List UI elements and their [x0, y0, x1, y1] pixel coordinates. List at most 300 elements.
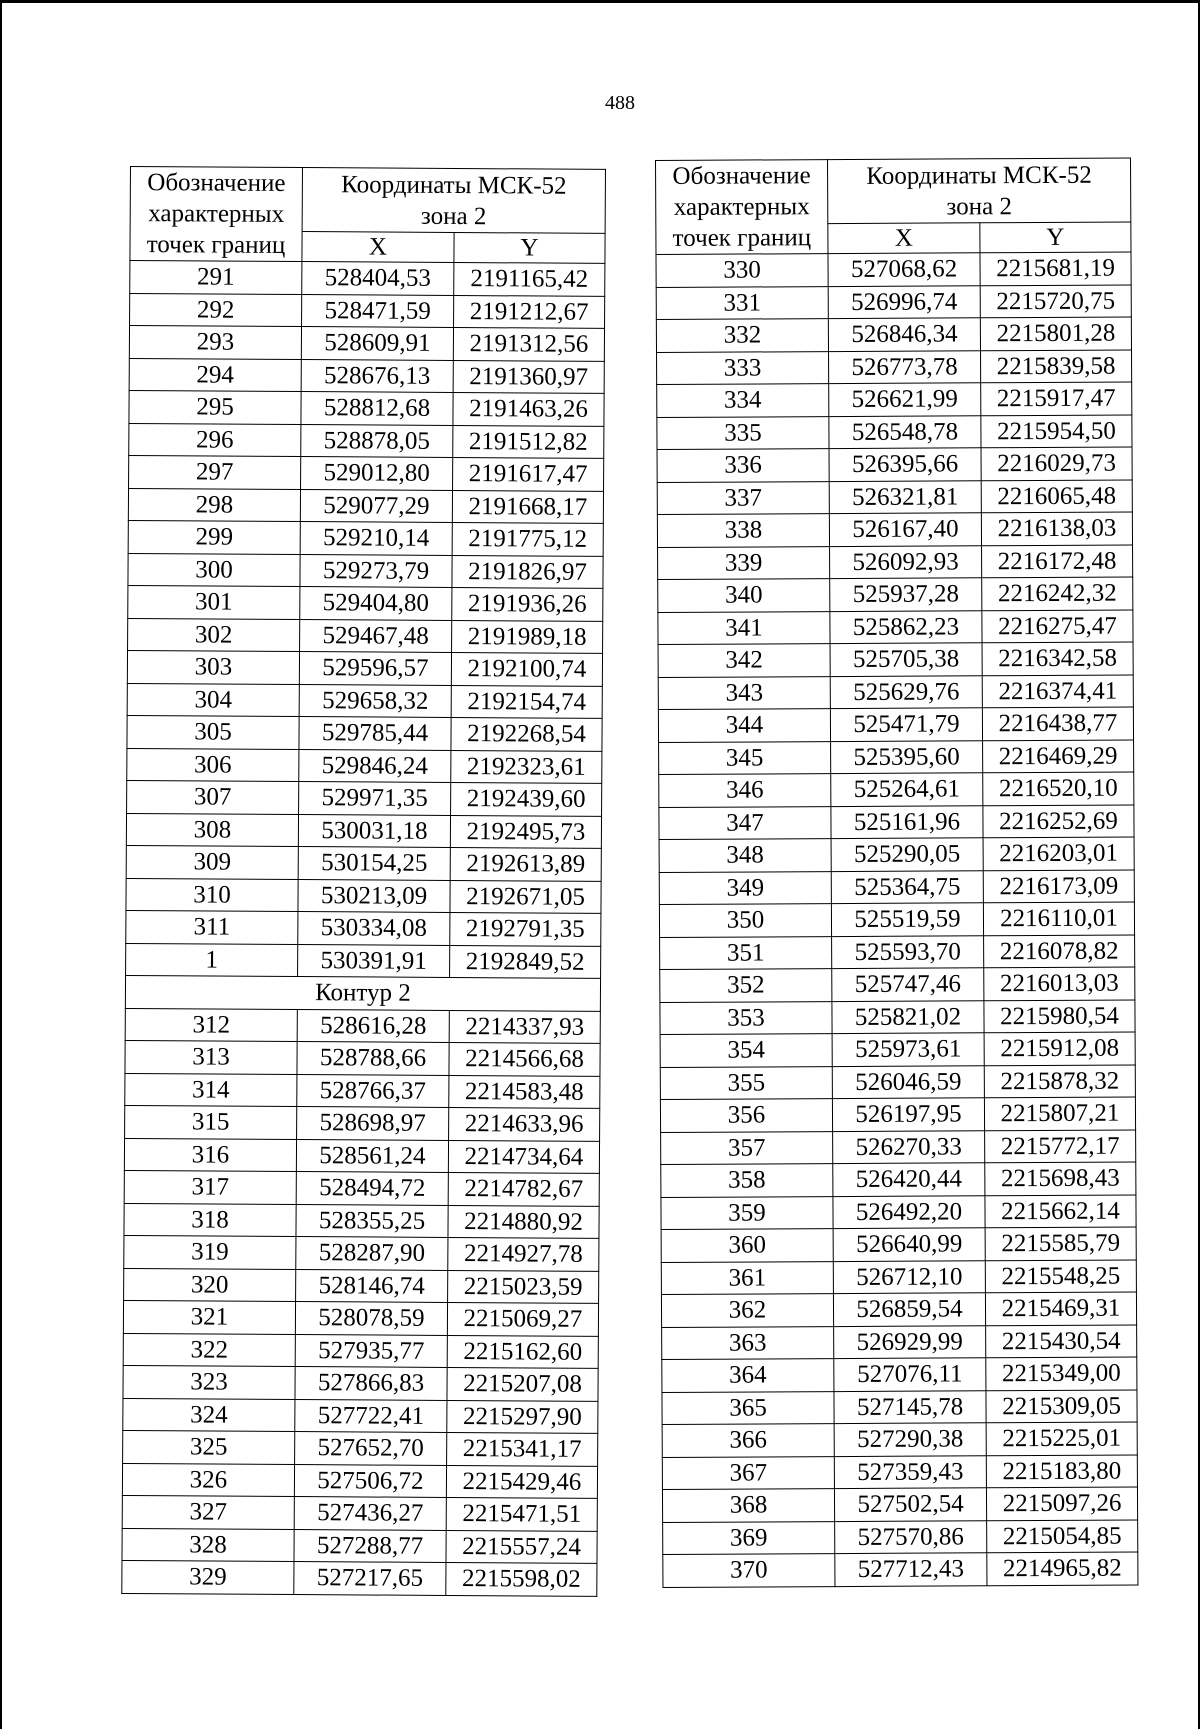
- x-cell: 530391,91: [298, 944, 450, 977]
- point-cell: 358: [661, 1164, 833, 1197]
- y-cell: 2216078,82: [984, 934, 1135, 967]
- y-cell: 2214965,82: [987, 1552, 1138, 1585]
- x-cell: 527652,70: [295, 1432, 447, 1465]
- table-row: [659, 805, 1134, 840]
- table-row: [657, 350, 1132, 385]
- x-cell: 527935,77: [295, 1334, 447, 1367]
- coordinates-table-left: [121, 166, 606, 1596]
- table-row: [659, 740, 1134, 775]
- point-cell: 339: [658, 546, 830, 579]
- y-cell: 2216203,01: [983, 837, 1134, 870]
- point-cell: 325: [123, 1430, 295, 1464]
- point-cell: 291: [130, 261, 302, 295]
- point-cell: 355: [660, 1066, 832, 1099]
- point-cell: 315: [125, 1105, 297, 1139]
- x-cell: 526420,44: [833, 1163, 985, 1196]
- header-point-line: характерных: [673, 193, 810, 221]
- x-cell: 529077,29: [300, 489, 452, 522]
- table-row: [660, 934, 1135, 969]
- point-cell: 343: [658, 676, 830, 709]
- x-cell: 525862,23: [830, 610, 982, 643]
- point-cell: 327: [122, 1495, 294, 1529]
- point-cell: 326: [122, 1463, 294, 1497]
- header-coords-line: зона 2: [420, 202, 487, 230]
- header-y: Y: [454, 232, 605, 263]
- table-row: [122, 1463, 597, 1498]
- x-cell: 528355,25: [296, 1204, 448, 1237]
- point-cell: 369: [663, 1521, 835, 1554]
- table-row: [658, 577, 1133, 612]
- table-row: [128, 585, 603, 620]
- x-cell: 529210,14: [300, 522, 452, 555]
- point-cell: 332: [656, 319, 828, 352]
- x-cell: 526492,20: [833, 1195, 985, 1228]
- point-cell: 338: [657, 514, 829, 547]
- table-row: [662, 1422, 1137, 1457]
- table-row: [129, 358, 604, 393]
- x-cell: 527359,43: [834, 1455, 986, 1488]
- table-row: [658, 707, 1133, 742]
- y-cell: 2214583,48: [449, 1075, 600, 1108]
- x-cell: 527722,41: [295, 1399, 447, 1432]
- point-cell: 322: [123, 1333, 295, 1367]
- table-row: [125, 1040, 600, 1075]
- point-cell: 324: [123, 1398, 295, 1432]
- table-row: [661, 1194, 1136, 1229]
- header-coordinates: [302, 168, 605, 234]
- x-cell: 525519,59: [831, 903, 983, 936]
- y-cell: 2215469,31: [985, 1292, 1136, 1325]
- table-row: [129, 455, 604, 490]
- table-row: [660, 967, 1135, 1002]
- y-cell: 2216172,48: [982, 545, 1133, 578]
- y-cell: 2191989,18: [452, 620, 603, 653]
- table-row: [660, 1032, 1135, 1067]
- table-row: [662, 1389, 1137, 1424]
- table-row: [126, 910, 601, 945]
- point-cell: 353: [660, 1001, 832, 1034]
- table-row: [660, 1064, 1135, 1099]
- y-cell: 2191212,67: [454, 295, 605, 328]
- table-row: [126, 943, 601, 978]
- x-cell: 528676,13: [301, 359, 453, 392]
- table-row: [657, 447, 1132, 482]
- point-cell: 342: [658, 644, 830, 677]
- x-cell: 525937,28: [830, 578, 982, 611]
- point-cell: 336: [657, 449, 829, 482]
- x-cell: 525471,79: [830, 708, 982, 741]
- table-row: [661, 1292, 1136, 1327]
- y-cell: 2216242,32: [982, 577, 1133, 610]
- y-cell: 2215772,17: [985, 1129, 1136, 1162]
- table-row: [125, 1008, 600, 1043]
- x-cell: 527866,83: [295, 1367, 447, 1400]
- table-row: [660, 1097, 1135, 1132]
- point-cell: 307: [127, 780, 299, 814]
- point-cell: 297: [129, 455, 301, 489]
- x-cell: 528404,53: [302, 262, 454, 295]
- x-cell: 528078,59: [295, 1302, 447, 1335]
- y-cell: 2192154,74: [451, 685, 602, 718]
- table-row: [129, 423, 604, 458]
- y-cell: 2216029,73: [981, 447, 1132, 480]
- y-cell: 2215980,54: [984, 999, 1135, 1032]
- point-cell: 370: [663, 1554, 835, 1587]
- y-cell: 2215309,05: [986, 1389, 1137, 1422]
- header-coords-line: Координаты МСК-52: [866, 161, 1092, 190]
- point-cell: 1: [126, 943, 298, 977]
- table-row: [659, 902, 1134, 937]
- section-label: Контур 2: [125, 975, 600, 1010]
- table-row: [656, 317, 1131, 352]
- point-cell: 292: [130, 293, 302, 327]
- table-row: [657, 382, 1132, 417]
- x-cell: 530334,08: [298, 912, 450, 945]
- x-cell: 527217,65: [294, 1562, 446, 1595]
- point-cell: 306: [127, 748, 299, 782]
- table-row: [661, 1227, 1136, 1262]
- point-cell: 348: [659, 839, 831, 872]
- y-cell: 2216110,01: [983, 902, 1134, 935]
- x-cell: 525264,61: [831, 773, 983, 806]
- x-cell: 528766,37: [297, 1074, 449, 1107]
- y-cell: 2215662,14: [985, 1194, 1136, 1227]
- point-cell: 347: [659, 806, 831, 839]
- x-cell: 526859,54: [833, 1293, 985, 1326]
- point-cell: 345: [659, 741, 831, 774]
- point-cell: 344: [658, 709, 830, 742]
- x-cell: 530213,09: [298, 879, 450, 912]
- table-row: [662, 1357, 1137, 1392]
- table-row: [662, 1324, 1137, 1359]
- y-cell: 2216138,03: [981, 512, 1132, 545]
- table-row: [127, 780, 602, 815]
- y-cell: 2215681,19: [980, 252, 1131, 285]
- x-cell: 529596,57: [299, 652, 451, 685]
- point-cell: 357: [661, 1131, 833, 1164]
- point-cell: 302: [128, 618, 300, 652]
- x-cell: 528616,28: [297, 1009, 449, 1042]
- point-cell: 313: [125, 1040, 297, 1074]
- table-row: [659, 772, 1134, 807]
- point-cell: 354: [660, 1034, 832, 1067]
- point-cell: 321: [123, 1300, 295, 1334]
- y-cell: 2191360,97: [453, 360, 604, 393]
- point-cell: 368: [662, 1489, 834, 1522]
- x-cell: 529467,48: [300, 619, 452, 652]
- point-cell: 335: [657, 416, 829, 449]
- table-row: [125, 1105, 600, 1140]
- y-cell: 2215069,27: [447, 1302, 598, 1335]
- x-cell: 525973,61: [832, 1033, 984, 1066]
- table-row: [128, 520, 603, 555]
- y-cell: 2216469,29: [983, 740, 1134, 773]
- table-row: [122, 1495, 597, 1530]
- y-cell: 2215912,08: [984, 1032, 1135, 1065]
- page-number: 488: [605, 92, 635, 114]
- y-cell: 2216374,41: [982, 675, 1133, 708]
- y-cell: 2216065,48: [981, 480, 1132, 513]
- x-cell: 525821,02: [832, 1000, 984, 1033]
- header-coordinates: [828, 158, 1131, 224]
- point-cell: 303: [127, 650, 299, 684]
- point-cell: 316: [124, 1138, 296, 1172]
- y-cell: 2216252,69: [983, 805, 1134, 838]
- point-cell: 331: [656, 286, 828, 319]
- x-cell: 526270,33: [833, 1130, 985, 1163]
- x-cell: 529785,44: [299, 717, 451, 750]
- x-cell: 527068,62: [828, 253, 980, 286]
- x-cell: 526929,99: [834, 1325, 986, 1358]
- x-cell: 525290,05: [831, 838, 983, 871]
- point-cell: 330: [656, 254, 828, 287]
- table-row: [124, 1203, 599, 1238]
- table-row: [124, 1170, 599, 1205]
- y-cell: 2191826,97: [452, 555, 603, 588]
- point-cell: 363: [662, 1326, 834, 1359]
- point-cell: 310: [126, 878, 298, 912]
- y-cell: 2215097,26: [986, 1487, 1137, 1520]
- table-row: [123, 1333, 598, 1368]
- y-cell: 2192439,60: [451, 782, 602, 815]
- y-cell: 2191617,47: [453, 457, 604, 490]
- y-cell: 2216173,09: [983, 870, 1134, 903]
- header-point-line: точек границ: [146, 231, 286, 259]
- x-cell: 528878,05: [301, 424, 453, 457]
- x-cell: 525747,46: [832, 968, 984, 1001]
- x-cell: 527506,72: [294, 1464, 446, 1497]
- table-row: [130, 293, 605, 328]
- point-cell: 333: [657, 351, 829, 384]
- point-cell: 317: [124, 1170, 296, 1204]
- x-cell: 526092,93: [830, 545, 982, 578]
- y-cell: 2191165,42: [454, 262, 605, 295]
- table-row: [124, 1235, 599, 1270]
- table-row: [661, 1162, 1136, 1197]
- table-row: [659, 870, 1134, 905]
- y-cell: 2191312,56: [453, 327, 604, 360]
- point-cell: 365: [662, 1391, 834, 1424]
- header-coords-line: Координаты МСК-52: [341, 170, 567, 200]
- point-cell: 304: [127, 683, 299, 717]
- point-cell: 314: [125, 1073, 297, 1107]
- table-row: [658, 675, 1133, 710]
- y-cell: 2215557,24: [446, 1530, 597, 1563]
- table-row: [128, 618, 603, 653]
- y-cell: 2215183,80: [986, 1454, 1137, 1487]
- x-cell: 525395,60: [831, 740, 983, 773]
- y-cell: 2215225,01: [986, 1422, 1137, 1455]
- point-cell: 364: [662, 1359, 834, 1392]
- table-row: [129, 390, 604, 425]
- table-row: [656, 285, 1131, 320]
- y-cell: 2215839,58: [981, 350, 1132, 383]
- x-cell: 526621,99: [829, 383, 981, 416]
- point-cell: 294: [129, 358, 301, 392]
- table-row: [127, 715, 602, 750]
- point-cell: 359: [661, 1196, 833, 1229]
- point-cell: 305: [127, 715, 299, 749]
- table-row: [127, 683, 602, 718]
- table-row: [130, 261, 605, 296]
- x-cell: 525364,75: [831, 870, 983, 903]
- point-cell: 295: [129, 390, 301, 424]
- x-cell: 528812,68: [301, 392, 453, 425]
- x-cell: 526640,99: [833, 1228, 985, 1261]
- header-point-line: точек границ: [672, 224, 812, 252]
- x-cell: 526712,10: [833, 1260, 985, 1293]
- x-cell: 526548,78: [829, 415, 981, 448]
- x-cell: 528788,66: [297, 1042, 449, 1075]
- point-cell: 318: [124, 1203, 296, 1237]
- point-cell: 356: [660, 1099, 832, 1132]
- y-cell: 2214337,93: [449, 1010, 600, 1043]
- point-cell: 367: [662, 1456, 834, 1489]
- point-cell: 350: [659, 904, 831, 937]
- x-cell: 526321,81: [829, 480, 981, 513]
- point-cell: 351: [660, 936, 832, 969]
- y-cell: 2192671,05: [450, 880, 601, 913]
- point-cell: 360: [661, 1229, 833, 1262]
- header-x: X: [828, 223, 980, 254]
- section-row: [125, 975, 600, 1010]
- point-cell: 329: [122, 1560, 294, 1594]
- x-cell: 525629,76: [830, 675, 982, 708]
- table-row: [657, 512, 1132, 547]
- x-cell: 525705,38: [830, 643, 982, 676]
- header-point-line: Обозначение: [672, 162, 811, 190]
- y-cell: 2215297,90: [447, 1400, 598, 1433]
- point-cell: 301: [128, 585, 300, 619]
- table-row: [128, 488, 603, 523]
- y-cell: 2215954,50: [981, 415, 1132, 448]
- table-body-right: [656, 252, 1138, 1587]
- x-cell: 530031,18: [298, 814, 450, 847]
- table-row: [656, 252, 1131, 287]
- table-row: [127, 748, 602, 783]
- point-cell: 323: [123, 1365, 295, 1399]
- table-body-left: [122, 261, 605, 1596]
- point-cell: 337: [657, 481, 829, 514]
- y-cell: 2215807,21: [984, 1097, 1135, 1130]
- y-cell: 2214880,92: [448, 1205, 599, 1238]
- x-cell: 528561,24: [296, 1139, 448, 1172]
- x-cell: 528609,91: [301, 327, 453, 360]
- y-cell: 2214734,64: [448, 1140, 599, 1173]
- point-cell: 296: [129, 423, 301, 457]
- y-cell: 2191775,12: [452, 522, 603, 555]
- x-cell: 530154,25: [298, 847, 450, 880]
- y-cell: 2191936,26: [452, 587, 603, 620]
- table-row: [126, 845, 601, 880]
- y-cell: 2192849,52: [450, 945, 601, 978]
- x-cell: 528146,74: [296, 1269, 448, 1302]
- table-row: [661, 1129, 1136, 1164]
- point-cell: 298: [128, 488, 300, 522]
- y-cell: 2215598,02: [446, 1562, 597, 1595]
- table-row: [129, 326, 604, 361]
- y-cell: 2215698,43: [985, 1162, 1136, 1195]
- x-cell: 526167,40: [829, 513, 981, 546]
- x-cell: 529658,32: [299, 684, 451, 717]
- y-cell: 2216275,47: [982, 610, 1133, 643]
- table-row: [123, 1398, 598, 1433]
- x-cell: 527076,11: [834, 1358, 986, 1391]
- table-row: [122, 1560, 597, 1595]
- table-row: [662, 1454, 1137, 1489]
- table-row: [658, 610, 1133, 645]
- point-cell: 366: [662, 1424, 834, 1457]
- header-coords-line: зона 2: [946, 192, 1013, 220]
- table-row: [660, 999, 1135, 1034]
- y-cell: 2192100,74: [451, 652, 602, 685]
- table-row: [123, 1365, 598, 1400]
- x-cell: 529846,24: [299, 749, 451, 782]
- x-cell: 527145,78: [834, 1390, 986, 1423]
- table-row: [123, 1430, 598, 1465]
- table-row: [663, 1552, 1138, 1587]
- x-cell: 526197,95: [832, 1098, 984, 1131]
- point-cell: 320: [124, 1268, 296, 1302]
- y-cell: 2215162,60: [447, 1335, 598, 1368]
- y-cell: 2215429,46: [446, 1465, 597, 1498]
- x-cell: 528698,97: [297, 1107, 449, 1140]
- x-cell: 529012,80: [301, 457, 453, 490]
- x-cell: 525593,70: [832, 935, 984, 968]
- y-cell: 2192613,89: [450, 847, 601, 880]
- x-cell: 526046,59: [832, 1065, 984, 1098]
- y-cell: 2215471,51: [446, 1497, 597, 1530]
- header-y: Y: [980, 222, 1131, 253]
- point-cell: 300: [128, 553, 300, 587]
- y-cell: 2214782,67: [448, 1172, 599, 1205]
- table-row: [662, 1487, 1137, 1522]
- point-cell: 341: [658, 611, 830, 644]
- y-cell: 2191463,26: [453, 392, 604, 425]
- x-cell: 527570,86: [835, 1520, 987, 1553]
- y-cell: 2216013,03: [984, 967, 1135, 1000]
- y-cell: 2215054,85: [987, 1519, 1138, 1552]
- point-cell: 299: [128, 520, 300, 554]
- point-cell: 293: [129, 326, 301, 360]
- table-row: [663, 1519, 1138, 1554]
- y-cell: 2214633,96: [449, 1107, 600, 1140]
- table-row: [123, 1300, 598, 1335]
- table-row: [125, 1073, 600, 1108]
- header-point-line: характерных: [148, 200, 285, 228]
- point-cell: 340: [658, 579, 830, 612]
- x-cell: 527288,77: [294, 1529, 446, 1562]
- x-cell: 528494,72: [296, 1172, 448, 1205]
- table-row: [122, 1528, 597, 1563]
- y-cell: 2215917,47: [981, 382, 1132, 415]
- x-cell: 528471,59: [302, 294, 454, 327]
- point-cell: 349: [659, 871, 831, 904]
- point-cell: 328: [122, 1528, 294, 1562]
- y-cell: 2216520,10: [983, 772, 1134, 805]
- y-cell: 2191512,82: [453, 425, 604, 458]
- point-cell: 346: [659, 774, 831, 807]
- y-cell: 2215720,75: [980, 285, 1131, 318]
- table-row: [126, 813, 601, 848]
- y-cell: 2215801,28: [980, 317, 1131, 350]
- x-cell: 526395,66: [829, 448, 981, 481]
- x-cell: 527436,27: [294, 1497, 446, 1530]
- table-row: [657, 480, 1132, 515]
- y-cell: 2214566,68: [449, 1042, 600, 1075]
- x-cell: 529404,80: [300, 587, 452, 620]
- y-cell: 2216438,77: [982, 707, 1133, 740]
